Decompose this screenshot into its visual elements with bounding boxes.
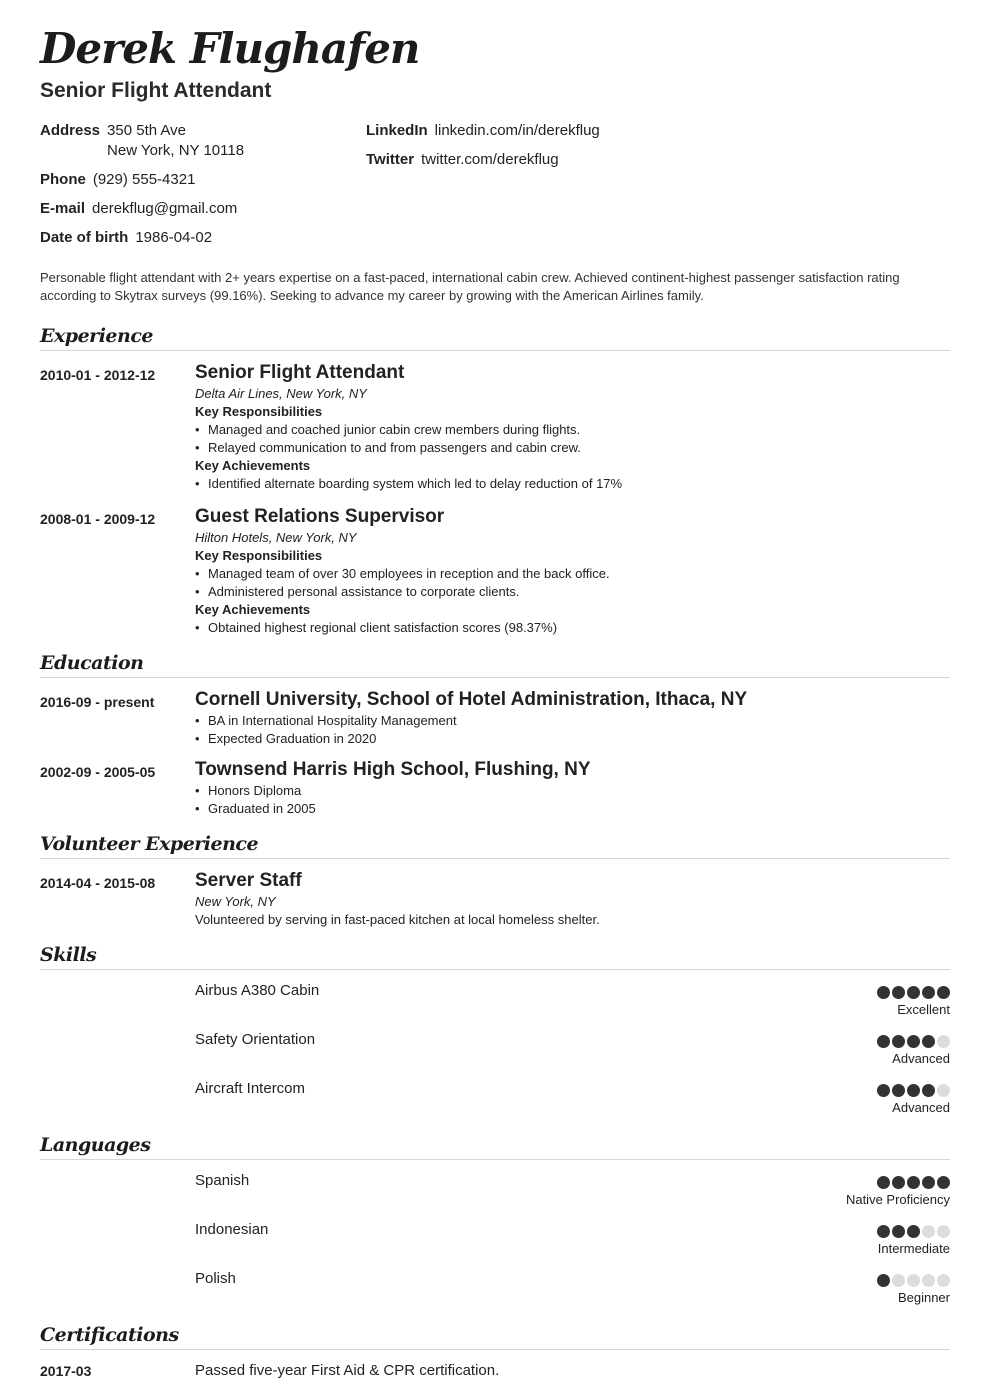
rating-dots [877,1176,950,1189]
bullet-list [195,421,950,457]
list-item: • Administered personal assistance to corporate clients. [195,583,950,601]
languages-list [40,1170,950,1317]
section-title-languages: Languages [40,1133,950,1160]
entry-body [195,505,950,637]
rating-dot-filled [907,986,920,999]
list-item: • Managed and coached junior cabin crew members during flights. [195,421,950,439]
certification-entry [40,1362,950,1379]
list-item: • Obtained highest regional client satisfaction scores (98.37%) [195,619,950,637]
entry-body [195,361,950,493]
entry-title: Guest Relations Supervisor [195,506,445,527]
contact-link[interactable]: twitter.com/derekflug [421,151,559,168]
contact-address [40,121,366,161]
skill-level: Advanced [892,1100,950,1115]
rating-dot-filled [922,1176,935,1189]
section-title-certifications: Certifications [40,1323,950,1350]
rating-dot-empty [907,1274,920,1287]
skill-rating [877,1029,950,1078]
rating-dots [877,1035,950,1048]
bullet-list [195,712,950,748]
bullet-list [195,619,950,637]
rating-dot-empty [937,1225,950,1238]
rating-dot-filled [877,986,890,999]
rating-dot-filled [907,1035,920,1048]
rating-dots [877,1084,950,1097]
rating-dot-empty [937,1274,950,1287]
entry-company: Delta Air Lines, New York, NY [195,386,367,401]
contact-label: Date of birth [40,229,129,246]
skill-level: Advanced [892,1051,950,1066]
entry-title: Townsend Harris High School, Flushing, NY [195,759,591,780]
list-item: • Identified alternate boarding system which led to delay reduction of 17% [195,475,950,493]
rating-dots [877,1225,950,1238]
contact-label: E-mail [40,200,86,217]
list-item: • Honors Diploma [195,782,950,800]
bullet-list [195,565,950,601]
contact-value: (929) 555-4321 [92,171,196,188]
contact-value: derekflug@gmail.com [92,200,238,217]
contact-linkedin [366,121,600,141]
entry-description: Volunteered by serving in fast-paced kitchen at local homeless shelter. [195,912,600,927]
certification-text: Passed five-year First Aid & CPR certification. [195,1362,500,1379]
entry-company: Hilton Hotels, New York, NY [195,530,357,545]
language-level: Intermediate [877,1241,950,1256]
entry-date: 2002-09 - 2005-05 [40,764,156,780]
rating-dot-empty [922,1225,935,1238]
list-item: • Expected Graduation in 2020 [195,730,950,748]
contact-value: 1986-04-02 [135,229,213,246]
entry-body [195,869,950,929]
rating-dot-empty [922,1274,935,1287]
rating-dot-filled [922,1035,935,1048]
language-name: Indonesian [195,1221,269,1238]
candidate-name: Derek Flughafen [40,24,420,73]
experience-entry [40,361,950,493]
rating-dot-filled [937,986,950,999]
entry-date: 2016-09 - present [40,694,155,710]
entry-title: Senior Flight Attendant [195,362,405,383]
rating-dot-empty [937,1035,950,1048]
section-title-skills: Skills [40,943,950,970]
rating-dot-filled [877,1274,890,1287]
rating-dot-filled [877,1084,890,1097]
entry-date: 2017-03 [40,1363,92,1379]
rating-dot-filled [892,1035,905,1048]
experience-entry [40,505,950,637]
language-name: Spanish [195,1172,250,1189]
skill-rating [877,980,950,1029]
list-item: • Graduated in 2005 [195,800,950,818]
rating-dot-filled [892,1084,905,1097]
rating-dot-empty [937,1084,950,1097]
contact-email [40,199,366,219]
skill-level: Excellent [897,1002,950,1017]
language-rating [877,1268,950,1317]
language-level: Beginner [897,1290,950,1305]
volunteer-entry [40,869,950,929]
contact-label: Twitter [366,151,415,168]
entry-location: New York, NY [195,894,276,909]
entry-date: 2010-01 - 2012-12 [40,367,156,383]
language-rating [877,1219,950,1268]
section-title-volunteer: Volunteer Experience [40,832,950,859]
contact-label: LinkedIn [366,122,428,139]
contact-column-left [40,121,366,257]
resume-page [40,22,950,1379]
contact-dob [40,228,366,248]
rating-dot-empty [892,1274,905,1287]
rating-dot-filled [892,986,905,999]
rating-dot-filled [892,1225,905,1238]
section-title-experience: Experience [40,324,950,351]
entry-subheading: Key Achievements [195,602,311,617]
rating-dot-filled [907,1084,920,1097]
contact-label: Address [40,122,101,139]
language-name: Polish [195,1270,236,1287]
entry-body [195,688,950,748]
contact-block [40,121,950,257]
rating-dot-filled [907,1225,920,1238]
entry-body [195,758,950,818]
skill-name: Safety Orientation [195,1031,316,1048]
bullet-list [195,782,950,818]
rating-dot-filled [892,1176,905,1189]
entry-title: Server Staff [195,870,302,891]
language-level: Native Proficiency [845,1192,950,1207]
rating-dot-filled [877,1225,890,1238]
rating-dot-filled [877,1035,890,1048]
language-rating [846,1170,950,1219]
rating-dot-filled [877,1176,890,1189]
entry-date: 2008-01 - 2009-12 [40,511,156,527]
list-item: • Managed team of over 30 employees in reception and the back office. [195,565,950,583]
skill-row [195,1078,950,1127]
bullet-list [195,475,950,493]
skill-name: Aircraft Intercom [195,1080,306,1097]
candidate-title: Senior Flight Attendant [40,79,272,102]
rating-dot-filled [937,1176,950,1189]
rating-dot-filled [907,1176,920,1189]
contact-phone [40,170,366,190]
contact-twitter [366,150,600,170]
rating-dot-filled [922,986,935,999]
section-title-education: Education [40,651,950,678]
education-entry [40,688,950,748]
contact-column-right [366,121,600,257]
list-item: • Relayed communication to and from passengers and cabin crew. [195,439,950,457]
skill-rating [877,1078,950,1127]
rating-dots [877,1274,950,1287]
entry-subheading: Key Responsibilities [195,404,323,419]
skill-row [195,980,950,1029]
entry-subheading: Key Achievements [195,458,311,473]
contact-value: 350 5th Ave New York, NY 10118 [107,122,245,159]
rating-dots [877,986,950,999]
skill-name: Airbus A380 Cabin [195,982,320,999]
contact-label: Phone [40,171,86,188]
skill-row [195,1029,950,1078]
contact-link[interactable]: linkedin.com/in/derekflug [434,122,600,139]
language-row [195,1219,950,1268]
entry-subheading: Key Responsibilities [195,548,323,563]
profile-summary: Personable flight attendant with 2+ years expertise on a fast-paced, international cabin crew. Achieved continent-highest passenger satisfaction rating according to Skytrax surveys (99.16%). Seeking to advance my career by growing with the American Airlines family. [40,270,900,303]
entry-title: Cornell University, School of Hotel Administration, Ithaca, NY [195,689,748,710]
skills-list [40,980,950,1127]
language-row [195,1170,950,1219]
rating-dot-filled [922,1084,935,1097]
language-row [195,1268,950,1317]
entry-date: 2014-04 - 2015-08 [40,875,156,891]
list-item: • BA in International Hospitality Management [195,712,950,730]
education-entry [40,758,950,818]
